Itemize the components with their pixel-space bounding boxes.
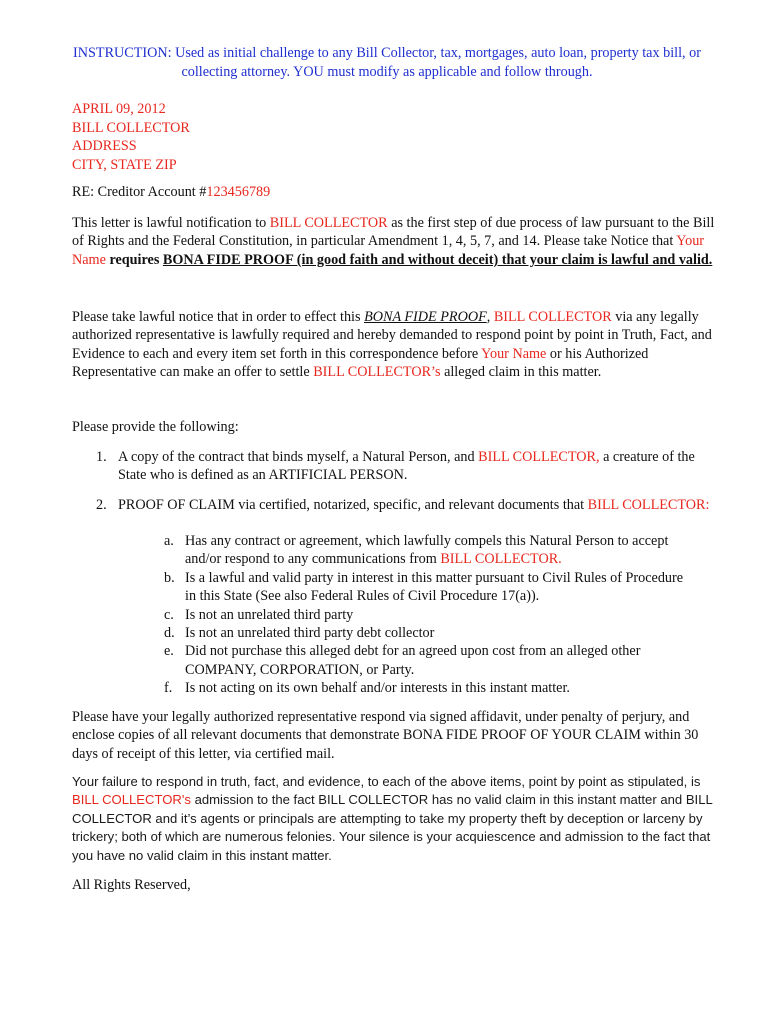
recipient-name: BILL COLLECTOR [72,119,190,136]
bold-run: requires [105,251,163,268]
text-run: Is a lawful and valid party in interest in this matter pursuant to Civil Rules of Procedure in this State (See also Federal Rules of Civil Procedure 17(a)). [185,569,684,605]
highlight-run: BILL COLLECTOR [269,215,388,231]
account-number: 123456789 [206,184,271,200]
sub-list [164,532,684,698]
text-run: Is not acting on its own behalf and/or interests in this instant matter. [185,680,570,697]
recipient-city-state-zip: CITY, STATE ZIP [72,156,177,173]
highlight-run: Your Name [481,345,547,362]
highlight-run: BILL COLLECTOR [493,309,612,325]
sub-list-item [164,642,684,679]
sub-list-letter: f. [164,680,173,697]
list-number: 2. [96,497,107,513]
highlight-run: Your Name [72,233,705,268]
list-item [96,448,721,485]
text-run: A copy of the contract that binds myself, a Natural Person, and [118,449,479,465]
text-run: Please take lawful notice that in order to effect this [72,309,365,325]
text-run: PROOF OF CLAIM via certified, notarized, specific, and relevant documents that [118,497,588,513]
text-run: a creature of the State who is defined as an ARTIFICIAL PERSON. [118,449,695,484]
text-run: Is not an unrelated third party debt collector [185,625,435,642]
sub-list-item [164,606,684,624]
sub-list-item [164,532,684,569]
highlight-run: BILL COLLECTOR, [478,449,600,465]
recipient-address: ADDRESS [72,138,137,155]
text-run: as the first step of due process of law pursuant to the Bill of Rights and the Federal Constitution, in particular Amendment 1, 4, 5, 7, and 14. Please take Notice that [72,215,715,250]
sub-list-letter: c. [164,606,174,623]
text-run: , [486,309,494,325]
highlight-run: BILL COLLECTOR’s [313,364,441,381]
list-item-text [118,448,721,485]
failure-to-respond-paragraph [72,773,722,865]
sub-list-letter: a. [164,533,174,549]
text-run: alleged claim in this matter. [440,364,602,381]
highlight-run: BILL COLLECTOR's [72,792,191,808]
highlight-run: BILL COLLECTOR: [587,497,710,513]
italic-underline-run: BONA FIDE PROOF [364,309,487,325]
text-run: Is not an unrelated third party [185,606,354,623]
sub-list-letter: e. [164,643,174,660]
letter-date: APRIL 09, 2012 [72,101,166,117]
text-run: Did not purchase this alleged debt for an agreed upon cost from an alleged other COMPANY, CORPORATION, or Party. [185,643,641,678]
text-run: or his Authorized Representative can make an offer to settle [72,345,649,381]
text-run: admission to the fact BILL COLLECTOR has no valid claim in this instant matter and BILL COLLECTOR and it’s agents or principals are attempting to take my property theft by deception or larceny by trickery; both of which are numerous felonies. Your silence is your acquiescence and admission to the fact that you have no valid claim in this instant matter. [72,792,713,863]
sub-list-item [164,624,684,642]
text-run: via any legally authorized representative is lawfully required and hereby demanded to respond point by point in Truth, Fact, and Evidence to each and every item set forth in this correspondence before [72,309,712,362]
list-item [96,496,721,514]
text-run: This letter is lawful notification to [72,215,270,231]
notification-paragraph [72,214,722,269]
address-block [72,100,190,174]
instruction-note: INSTRUCTION: Used as initial challenge to any Bill Collector, tax, mortgages, auto loan, property tax bill, or collecting attorney. YOU must modify as applicable and follow through. [73,45,701,80]
closing-line: All Rights Reserved, [72,877,191,893]
provide-following-paragraph: Please provide the following: [72,419,239,435]
highlight-run: BILL COLLECTOR. [440,551,562,568]
reference-line [72,183,270,201]
sub-list-letter: d. [164,625,175,642]
sub-list-letter: b. [164,569,175,586]
list-item-text [118,496,721,514]
affidavit-request-paragraph: Please have your legally authorized representative respond via signed affidavit, under penalty of perjury, and enclose copies of all relevant documents that demonstrate BONA FIDE PROOF OF YOUR CLAIM within 30 days of receipt of this letter, via certified mail. [72,709,699,762]
bold-underline-run: BONA FIDE PROOF (in good faith and without deceit) that your claim is lawful and valid. [162,251,713,268]
text-run: Your failure to respond in truth, fact, and evidence, to each of the above items, point by point as stipulated, is [72,774,701,789]
sub-list-item [164,569,684,606]
text-run: Has any contract or agreement, which lawfully compels this Natural Person to accept and/or respond to any communications from [185,533,669,568]
reference-label: RE: Creditor Account # [72,184,207,200]
lawful-notice-paragraph [72,308,722,382]
list-number: 1. [96,449,107,465]
sub-list-item [164,679,684,697]
